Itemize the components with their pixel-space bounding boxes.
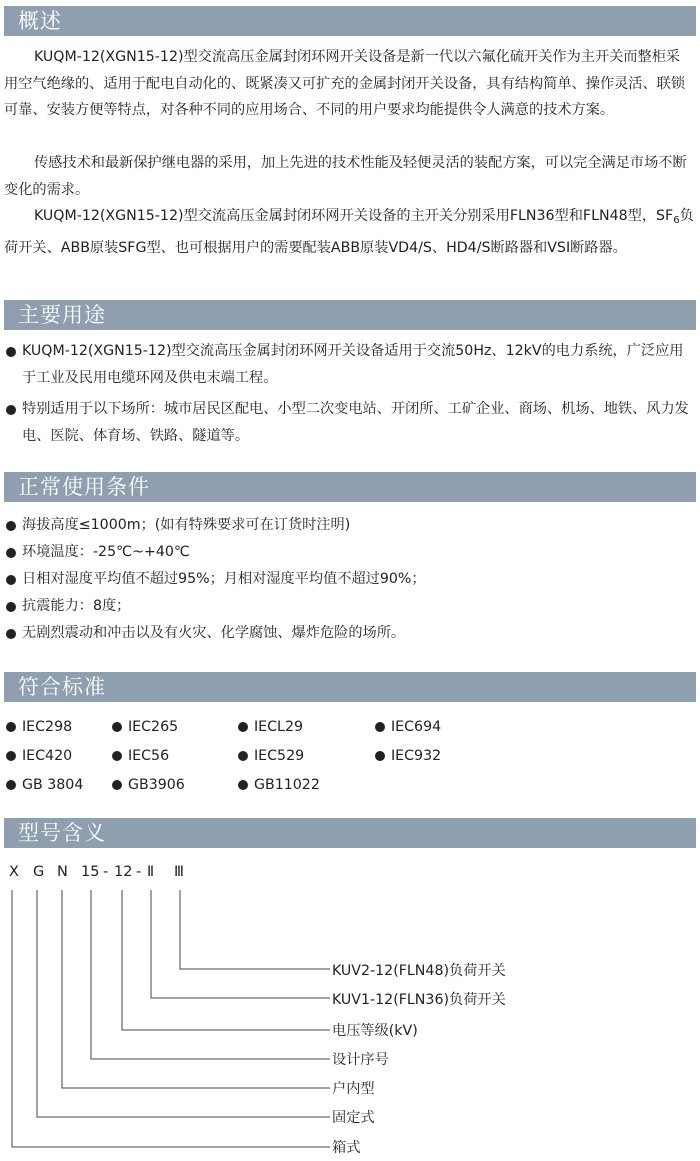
connector-line [122,890,330,1030]
section-header-usage: 主要用途 [4,300,696,330]
section-header-model: 型号含义 [4,818,696,848]
model-label-kuv1: KUV1-12(FLN36)负荷开关 [332,992,506,1008]
list-item: 特别适用于以下场所：城市居民区配电、小型二次变电站、开闭所、工矿企业、商场、机场、地铁、风力发电、医院、体育场、铁路、隧道等。 [4,396,694,450]
standard-item: IEC420 [6,747,72,765]
section-header-standards: 符合标准 [4,672,696,702]
model-code-dash: - [136,864,142,880]
model-label-voltage: 电压等级(kV) [332,1023,418,1039]
section-header-overview: 概述 [4,6,696,36]
model-code-n: N [57,864,68,880]
standard-item: IECL29 [238,718,303,736]
list-item: KUQM-12(XGN15-12)型交流高压金属封闭环网开关设备适用于交流50Hz、12kV的电力系统，广泛应用于工业及民用电缆环网及供电末端工程。 [4,338,694,392]
connector-line [37,890,330,1117]
connector-line [62,890,330,1088]
standard-item: IEC56 [112,747,169,765]
list-item: 海拔高度≤1000m；(如有特殊要求可在订货时注明) [4,512,694,539]
connector-line [91,890,330,1059]
model-label-box: 箱式 [332,1140,361,1156]
standard-item: GB 3804 [6,776,83,794]
overview-paragraph-2: 传感技术和最新保护继电器的采用，加上先进的技术性能及轻便灵活的装配方案，可以完全满足市场不断变化的需求。 [4,155,687,198]
model-label-design-no: 设计序号 [332,1052,389,1068]
overview-paragraph-3-part-a: KUQM-12(XGN15-12)型交流高压金属封闭环网开关设备的主开关分别采用FLN36型和FLN48型，SF [34,208,674,224]
model-label-fixed: 固定式 [332,1110,375,1126]
model-code-voltage: 12 [114,864,133,880]
standard-item: IEC932 [375,747,441,765]
connector-line [151,890,330,998]
model-label-kuv2: KUV2-12(FLN48)负荷开关 [332,963,506,979]
standard-item: IEC529 [238,747,304,765]
model-code-x: X [9,864,19,880]
model-code-g: G [33,864,45,880]
overview-paragraph-1: KUQM-12(XGN15-12)型交流高压金属封闭环网开关设备是新一代以六氟化硫开关作为主开关而整柜采用空气绝缘的、适用于配电自动化的、既紧凑又可扩充的金属封闭开关设备，具有结构简单、操作灵活、联锁可靠、安装方便等特点，对各种不同的应用场合、不同的用户要求均能提供令人满意的技术方案。 [4,49,686,118]
model-code-ii: Ⅱ [147,864,155,880]
model-label-indoor: 户内型 [332,1081,375,1097]
list-item: 日相对湿度平均值不超过95%；月相对湿度平均值不超过90%； [4,566,694,593]
sf6-subscript: 6 [673,215,680,226]
standard-item: IEC694 [375,718,441,736]
connector-line [180,890,330,969]
list-item: 抗震能力：8度； [4,593,694,620]
standard-item: GB11022 [238,776,320,794]
connector-line [12,890,330,1147]
overview-paragraph-3-part-b: 负荷开关、ABB原装SFG型、也可根据用户的需要配装ABB原装VD4/S、HD4/S断路器和VSI断路器。 [4,208,694,256]
section-header-conditions: 正常使用条件 [4,472,696,502]
model-code-iii: Ⅲ [174,864,184,880]
standard-item: IEC298 [6,718,72,736]
standard-item: GB3906 [112,776,185,794]
model-code-design-no: 15 [81,864,100,880]
model-code-dash: - [103,864,109,880]
standard-item: IEC265 [112,718,178,736]
list-item: 无剧烈震动和冲击以及有火灾、化学腐蚀、爆炸危险的场所。 [4,620,694,647]
list-item: 环境温度：-25℃~+40℃ [4,539,694,566]
